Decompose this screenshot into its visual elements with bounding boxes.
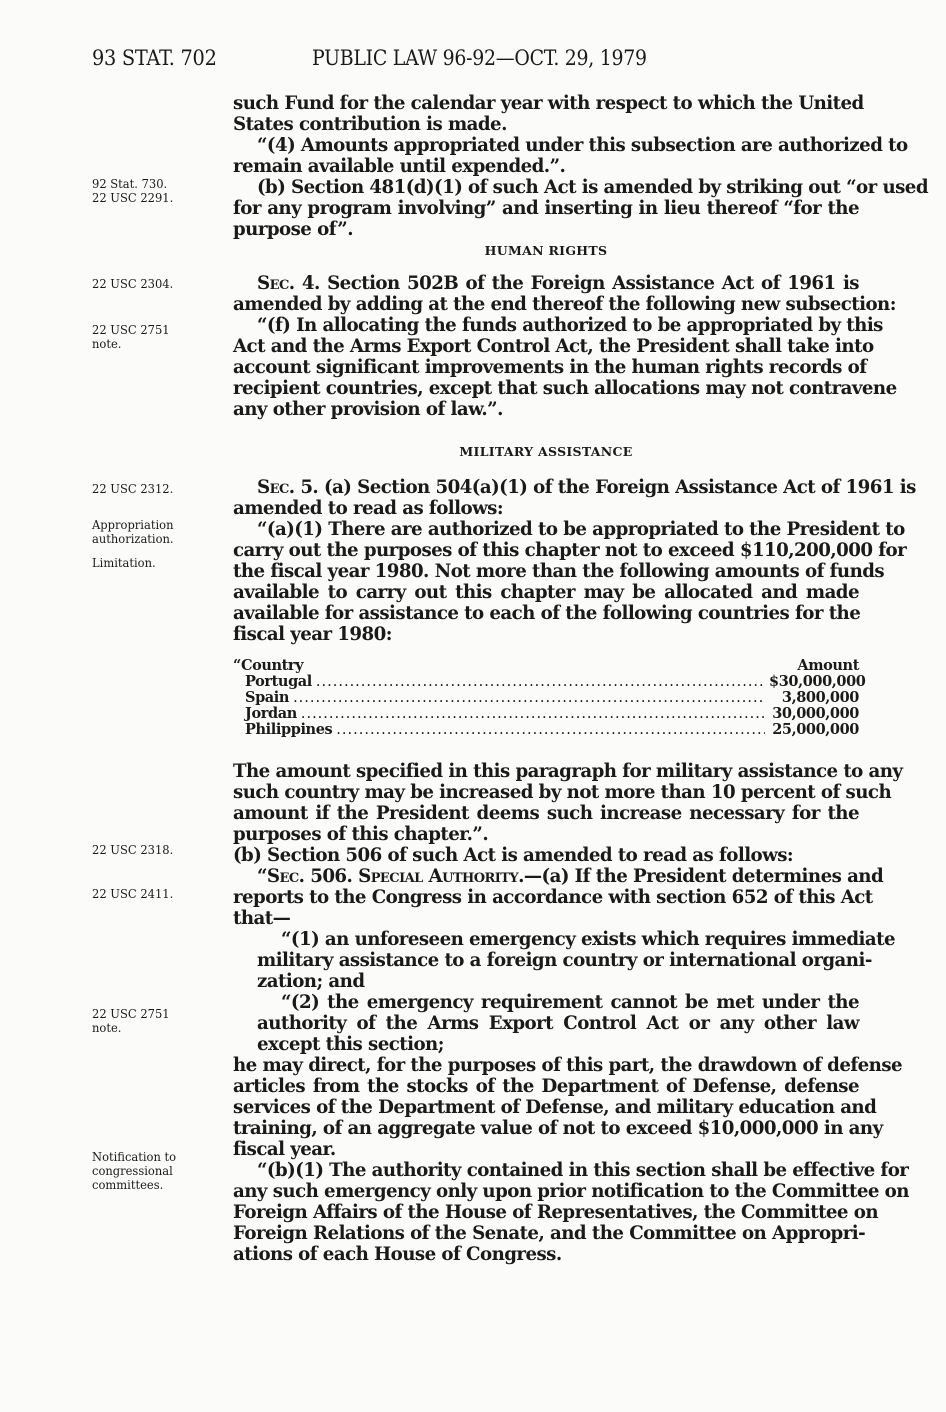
margin-note-topic: Appropriation authorization.	[92, 517, 174, 546]
table-row: Philippines ..... 25,000,000	[233, 722, 859, 738]
section-label: Sec.	[257, 477, 295, 498]
table-row: Spain ..... 3,800,000	[233, 690, 859, 706]
column-header-amount: Amount	[797, 657, 859, 674]
leader-dots	[316, 674, 765, 690]
margin-note-citation: 22 USC 2411.	[92, 886, 174, 901]
page-reference: 93 STAT. 702	[92, 46, 217, 70]
section-506-text: “Sec. 506. Special Authority.—(a) If the President determines and reports to the Congress in accordance with section 652 of this Act that— “(1) an unforeseen emergency exists which requires immediate military assistance to a foreign country or international organi- zation; and “(2) the emergency requirement cannot be met under the authority of the Arms Export Control Act or any other law except this section; he may direct, for the purposes of this part, the drawdown of defense articles from the stocks of the Department of Defense, defense services of the Department of Defense, and military education and training, of an aggregate value of not to exceed $10,000,000 in any fiscal year. “(b)(1) The authority contained in this section shall be effective for any such emergency only upon prior notification to the Committee on Foreign Affairs of the House of Representatives, the Committee on Foreign Relations of the Senate, and the Committee on Appropri- ations of each House of Congress.	[233, 866, 909, 1265]
country-allocation-table	[233, 657, 866, 738]
section-label: Sec.	[257, 273, 295, 294]
margin-note-citation: 22 USC 2318.	[92, 842, 174, 857]
margin-note-citation: 22 USC 2312.	[92, 481, 174, 496]
leader-dots	[293, 690, 765, 706]
section-heading-military-assistance: MILITARY ASSISTANCE	[459, 444, 633, 459]
margin-note-topic: Notification to congressional committees.	[92, 1149, 177, 1192]
page-title: PUBLIC LAW 96-92—OCT. 29, 1979	[312, 46, 647, 70]
leader-dots	[301, 706, 765, 722]
column-header-country: “Country	[233, 657, 304, 674]
section-heading-human-rights: HUMAN RIGHTS	[484, 243, 608, 258]
margin-note-citation: 22 USC 2751 note.	[92, 1006, 170, 1035]
leader-dots	[336, 722, 765, 738]
margin-note-citation: 92 Stat. 730. 22 USC 2291.	[92, 176, 174, 205]
margin-note-citation: 22 USC 2751 note.	[92, 322, 170, 351]
table-row: Jordan ..... 30,000,000	[233, 706, 859, 722]
paragraph-fund-continuation: such Fund for the calendar year with respect to which the United States contribution is made. “(4) Amounts appropriated under this subsection are authorized to remain available until expended.”. (b) Section 481(d)(1) of such Act is amended by striking out “or used for any program involving” and inserting in lieu thereof “for the purpose of”.	[233, 93, 928, 240]
section-label: Sec. 506. Special Authority.	[266, 866, 524, 887]
margin-note-topic: Limitation.	[92, 555, 156, 570]
table-header	[233, 657, 859, 674]
section-4-text: Sec. 4. Section 502B of the Foreign Assistance Act of 1961 is amended by adding at the end thereof the following new subsection: “(f) In allocating the funds authorized to be appropriated by this Act and the Arms Export Control Act, the President shall take into account significant improvements in the human rights records of recipient countries, except that such allocations may not contravene any other provision of law.”.	[233, 273, 897, 420]
margin-note-citation: 22 USC 2304.	[92, 276, 174, 291]
table-row: Portugal ..... $30,000,000	[233, 674, 859, 690]
paragraph-increase-limit: The amount specified in this paragraph for military assistance to any such country may be increased by not more than 10 percent of such amount if the President deems such increase necessary for the purposes of this chapter.”. (b) Section 506 of such Act is amended to read as follows:	[233, 761, 903, 866]
section-5-text: Sec. 5. (a) Section 504(a)(1) of the Foreign Assistance Act of 1961 is amended to read as follows: “(a)(1) There are authorized to be appropriated to the President to carry out the purposes of this chapter not to exceed $110,200,000 for the fiscal year 1980. Not more than the following amounts of funds available to carry out this chapter may be allocated and made available for assistance to each of the following countries for the fiscal year 1980:	[233, 477, 916, 645]
